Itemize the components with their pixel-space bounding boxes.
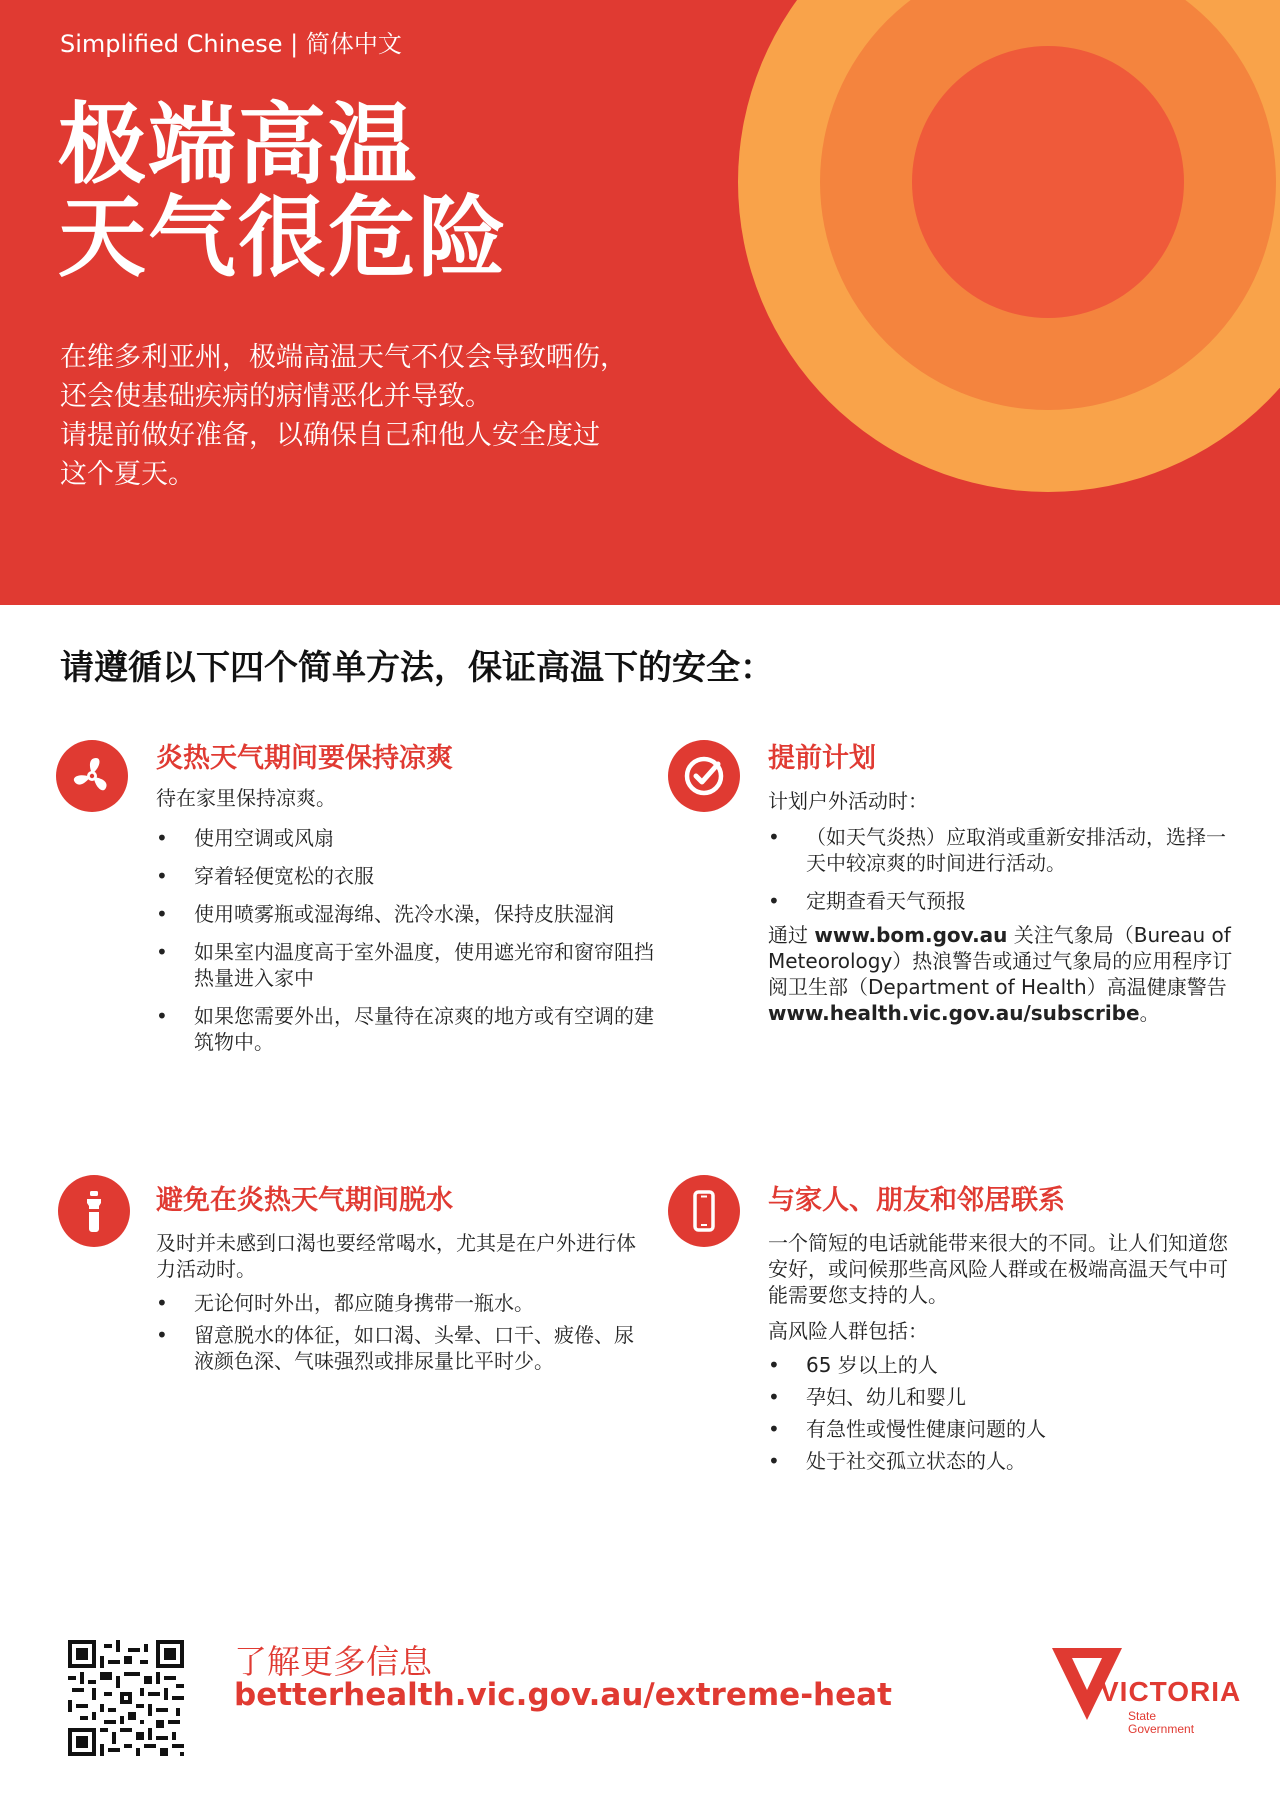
qr-code[interactable] — [68, 1640, 184, 1756]
list-item: • 使用空调或风扇 — [156, 825, 656, 851]
tip-title: 炎热天气期间要保持凉爽 — [156, 743, 453, 774]
decorative-sun-inner — [912, 46, 1184, 318]
list-item: • 定期查看天气预报 — [768, 888, 1238, 914]
tip-lead: 计划户外活动时： — [768, 789, 928, 813]
tip-title: 避免在炎热天气期间脱水 — [156, 1185, 453, 1216]
title-line-2: 天气很危险 — [58, 186, 509, 289]
victoria-government-logo — [1052, 1648, 1242, 1748]
health-subscribe-link[interactable]: www.health.vic.gov.au/subscribe — [768, 1001, 1140, 1025]
more-info-label: 了解更多信息 — [234, 1642, 432, 1681]
tip-body — [156, 785, 656, 1067]
logo-subtext-line: State — [1128, 1709, 1157, 1723]
note-text: 。 — [1139, 1001, 1160, 1025]
tip-lead: 及时并未感到口渴也要经常喝水，尤其是在户外进行体力活动时。 — [156, 1231, 636, 1281]
list-item: • 65 岁以上的人 — [768, 1352, 1228, 1378]
logo-subtext-line: Government — [1128, 1722, 1195, 1736]
tip-lead: 待在家里保持凉爽。 — [156, 786, 336, 810]
intro-line: 这个夏天。 — [60, 459, 195, 490]
checkmark-icon — [668, 740, 740, 812]
intro-text — [60, 338, 700, 494]
mobile-phone-icon — [668, 1175, 740, 1247]
list-item: • 留意脱水的体征，如口渴、头晕、口干、疲倦、尿液颜色深、气味强烈或排尿量比平时少。 — [156, 1322, 638, 1374]
list-item: • 如果室内温度高于室外温度，使用遮光帘和窗帘阻挡热量进入家中 — [156, 939, 656, 991]
tip-body — [156, 1230, 638, 1386]
bom-link[interactable]: www.bom.gov.au — [814, 923, 1008, 947]
tip-lead-2: 高风险人群包括： — [768, 1319, 928, 1343]
list-item: • 如果您需要外出，尽量待在凉爽的地方或有空调的建筑物中。 — [156, 1003, 656, 1055]
intro-line: 在维多利亚州，极端高温天气不仅会导致晒伤， — [60, 342, 627, 373]
intro-line: 请提前做好准备，以确保自己和他人安全度过 — [60, 420, 600, 451]
note-text: 关注气象局（Bureau of Meteorology）热浪警告或通过气象局的应用程序订阅卫生部（Department of Health）高温健康警告 — [768, 923, 1233, 999]
language-label: Simplified Chinese | 简体中文 — [60, 30, 402, 58]
intro-line: 还会使基础疾病的病情恶化并导致。 — [60, 381, 492, 412]
more-info-link[interactable]: betterhealth.vic.gov.au/extreme-heat — [234, 1677, 892, 1713]
tip-body — [768, 1230, 1228, 1480]
water-bottle-icon — [58, 1175, 130, 1247]
list-item: • 使用喷雾瓶或湿海绵、洗冷水澡，保持皮肤湿润 — [156, 901, 656, 927]
list-item: • （如天气炎热）应取消或重新安排活动，选择一天中较凉爽的时间进行活动。 — [768, 824, 1238, 876]
tip-title: 提前计划 — [768, 743, 876, 774]
tip-list — [768, 824, 1238, 914]
section-heading: 请遵循以下四个简单方法，保证高温下的安全： — [60, 648, 774, 688]
tip-list — [768, 1352, 1228, 1474]
tip-note — [768, 922, 1238, 1026]
note-text: 通过 — [768, 923, 815, 947]
list-item: • 有急性或慢性健康问题的人 — [768, 1416, 1228, 1442]
logo-wordmark: VICTORIA — [1100, 1676, 1242, 1707]
tip-lead: 一个简短的电话就能带来很大的不同。让人们知道您安好，或问候那些高风险人群或在极端高温天气中可能需要您支持的人。 — [768, 1231, 1228, 1307]
tip-list — [156, 1290, 638, 1374]
list-item: • 孕妇、幼儿和婴儿 — [768, 1384, 1228, 1410]
title-line-1: 极端高温 — [58, 93, 419, 196]
logo-subtext — [1128, 1710, 1194, 1736]
fan-icon — [56, 740, 128, 812]
list-item: • 处于社交孤立状态的人。 — [768, 1448, 1228, 1474]
tip-body — [768, 788, 1238, 1032]
tip-list — [156, 825, 656, 1055]
list-item: • 穿着轻便宽松的衣服 — [156, 863, 656, 889]
list-item: • 无论何时外出，都应随身携带一瓶水。 — [156, 1290, 638, 1316]
page-title — [58, 93, 509, 289]
hero-banner — [0, 0, 1280, 605]
tip-title: 与家人、朋友和邻居联系 — [768, 1185, 1065, 1216]
